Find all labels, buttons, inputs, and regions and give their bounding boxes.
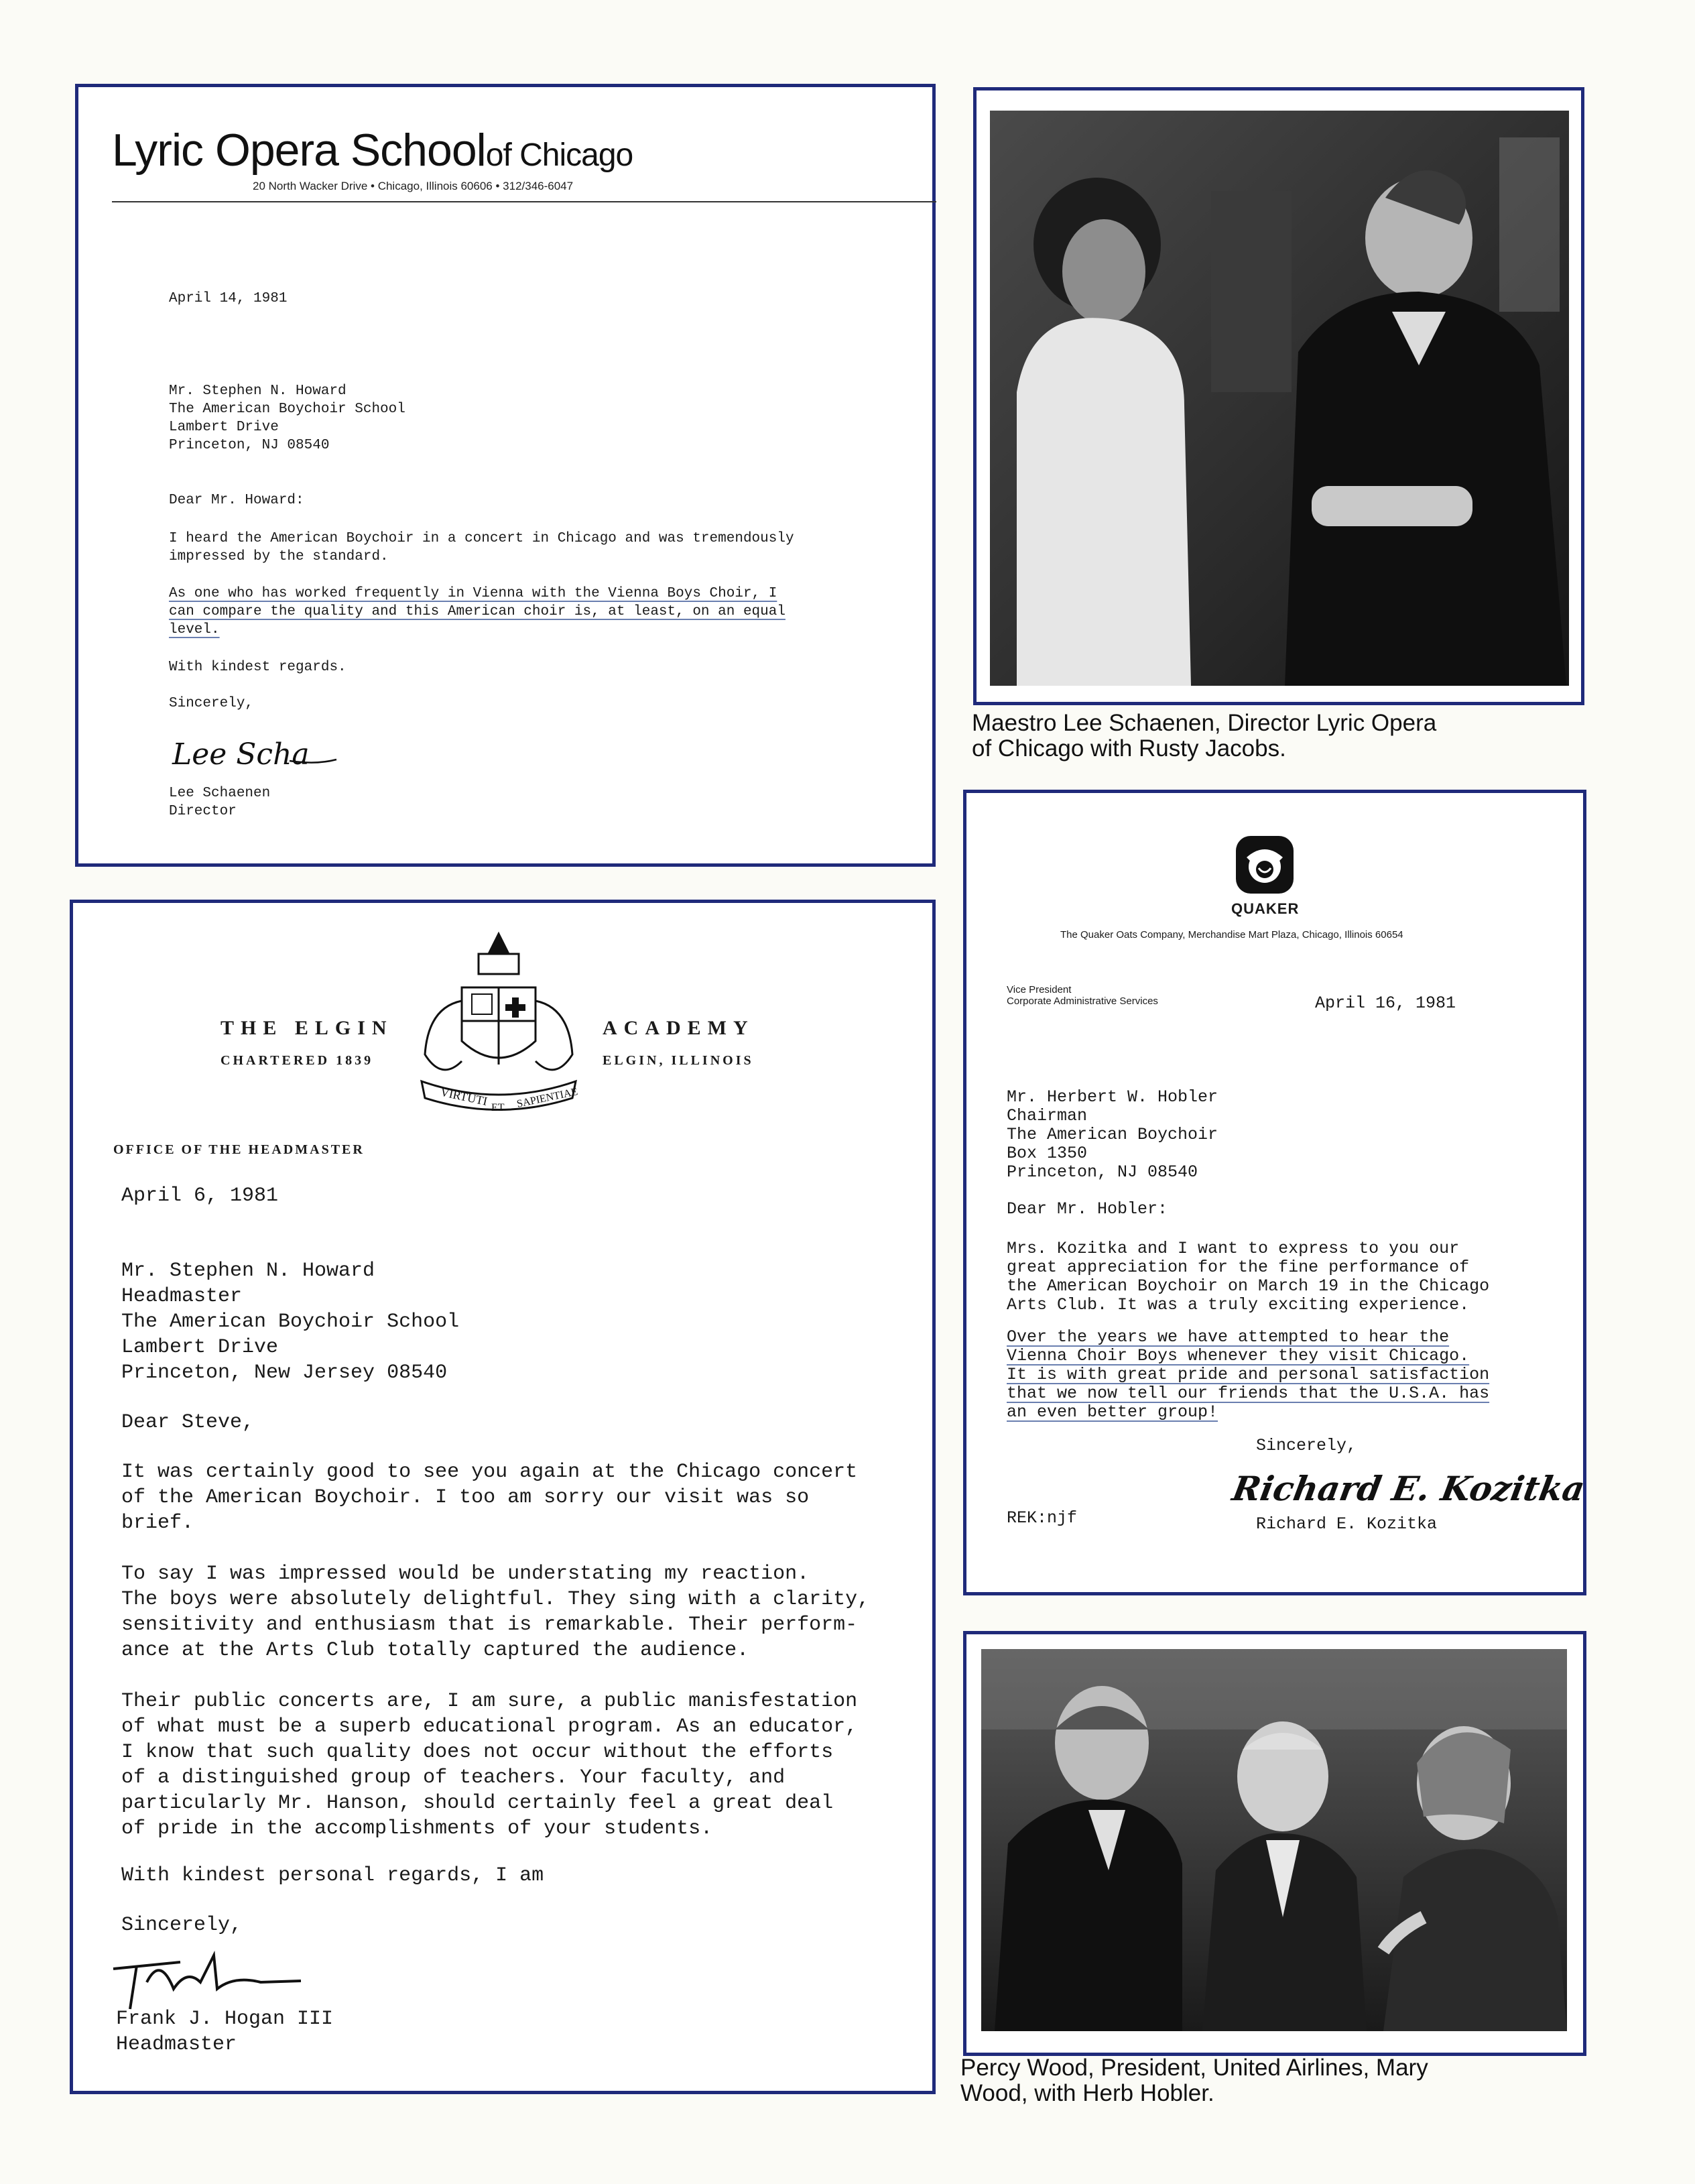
- elgin-salutation: Dear Steve,: [121, 1411, 255, 1434]
- elgin-paragraph-3: Their public concerts are, I am sure, a public manisfestation of what must be a superb educational program. As an educator, I know that such quality does not occur without the efforts of a distinguished group of teachers. Your faculty, and particularly Mr. Hanson, should certainly feel a great deal of pride in the accomplishments of your students.: [121, 1690, 858, 1840]
- lyric-signer-name: Lee Schaenen: [169, 786, 271, 801]
- quaker-paragraph-2: Over the years we have attempted to hear the Vienna Choir Boys whenever they visit Chicago. It is with great pride and personal satisfaction that we now tell our friends that the U.S.A. has an even better group!: [1007, 1327, 1490, 1422]
- lyric-opera-letter: [75, 84, 936, 867]
- elgin-signer-title: Headmaster: [116, 2033, 237, 2056]
- lyric-address: 20 North Wacker Drive • Chicago, Illinois 60606 • 312/346-6047: [253, 180, 574, 192]
- photo-2-caption: Percy Wood, President, United Airlines, Mary Wood, with Herb Hobler.: [960, 2055, 1428, 2106]
- elgin-motto-left: VIRTUTI: [439, 1085, 489, 1108]
- elgin-crest-icon: [408, 927, 589, 1125]
- lyric-closing: Sincerely,: [169, 696, 254, 711]
- elgin-regards: With kindest personal regards, I am: [121, 1864, 544, 1887]
- photo-lee-schaenen-rusty-jacobs: [990, 111, 1569, 686]
- lyric-salutation: Dear Mr. Howard:: [169, 493, 304, 508]
- elgin-name-left: THE ELGIN: [221, 1017, 393, 1039]
- elgin-signer-name: Frank J. Hogan III: [116, 2008, 334, 2030]
- quaker-sender-title: Vice President Corporate Administrative Services: [1007, 984, 1158, 1007]
- quaker-brand: QUAKER: [1231, 900, 1300, 917]
- elgin-paragraph-1: It was certainly good to see you again at the Chicago concert of the American Boychoir. I too am sorry our visit was so brief.: [121, 1461, 858, 1534]
- lyric-divider: [112, 201, 936, 202]
- photo-percy-mary-wood-herb-hobler: [981, 1649, 1567, 2031]
- elgin-recipient: Mr. Stephen N. Howard Headmaster The American Boychoir School Lambert Drive Princeton, New Jersey 08540: [121, 1260, 460, 1384]
- quaker-signer-name: Richard E. Kozitka: [1256, 1514, 1438, 1534]
- lyric-paragraph-2: As one who has worked frequently in Vienna with the Vienna Boys Choir, I can compare the quality and this American choir is, at least, on an equal level.: [169, 586, 786, 638]
- elgin-academy-letter: [70, 900, 936, 2094]
- photo-1-caption: Maestro Lee Schaenen, Director Lyric Opera of Chicago with Rusty Jacobs.: [972, 710, 1437, 762]
- quaker-address: The Quaker Oats Company, Merchandise Mart Plaza, Chicago, Illinois 60654: [1060, 929, 1403, 941]
- quaker-recipient: Mr. Herbert W. Hobler Chairman The American Boychoir Box 1350 Princeton, NJ 08540: [1007, 1087, 1218, 1182]
- lyric-regards: With kindest regards.: [169, 660, 347, 675]
- lyric-signature-text: Lee Scha: [172, 737, 310, 772]
- elgin-motto-center: ET: [491, 1102, 505, 1113]
- elgin-closing: Sincerely,: [121, 1914, 243, 1937]
- quaker-logo-icon: [1235, 835, 1295, 898]
- elgin-name-right: ACADEMY: [603, 1017, 755, 1039]
- photo-1-frame: [973, 87, 1584, 705]
- elgin-motto-right: SAPIENTIAE: [515, 1086, 579, 1110]
- lyric-recipient: Mr. Stephen N. Howard The American Boychoir School Lambert Drive Princeton, NJ 08540: [169, 383, 405, 453]
- elgin-date: April 6, 1981: [121, 1185, 279, 1207]
- quaker-salutation: Dear Mr. Hobler:: [1007, 1199, 1168, 1219]
- lyric-paragraph-1: I heard the American Boychoir in a concert in Chicago and was tremendously impressed by the standard.: [169, 531, 794, 564]
- quaker-date: April 16, 1981: [1315, 993, 1456, 1013]
- lyric-school-suffix: of Chicago: [485, 137, 633, 173]
- quaker-initials: REK:njf: [1007, 1508, 1078, 1528]
- quaker-signature-text: Richard E. Kozitka: [1229, 1469, 1588, 1508]
- photo-2-frame: [963, 1631, 1586, 2056]
- elgin-office: OFFICE OF THE HEADMASTER: [113, 1142, 365, 1157]
- lyric-date: April 14, 1981: [169, 291, 288, 306]
- elgin-paragraph-2: To say I was impressed would be understating my reaction. The boys were absolutely delightful. They sing with a clarity, sensitivity and enthusiasm that is remarkable. Their perform- ance at the Arts Club totally captured the audience.: [121, 1563, 870, 1662]
- quaker-closing: Sincerely,: [1256, 1436, 1357, 1455]
- elgin-location: ELGIN, ILLINOIS: [603, 1053, 754, 1068]
- lyric-school-name: Lyric Opera School: [112, 125, 486, 176]
- lyric-signer-title: Director: [169, 804, 237, 819]
- elgin-chartered: CHARTERED 1839: [221, 1053, 374, 1068]
- quaker-oats-letter: [963, 790, 1586, 1595]
- lyric-letterhead-logo: [112, 124, 633, 176]
- quaker-paragraph-1: Mrs. Kozitka and I want to express to you our great appreciation for the fine performance of the American Boychoir on March 19 in the Chicago Arts Club. It was a truly exciting experience.: [1007, 1239, 1490, 1315]
- lyric-signature: [169, 734, 343, 784]
